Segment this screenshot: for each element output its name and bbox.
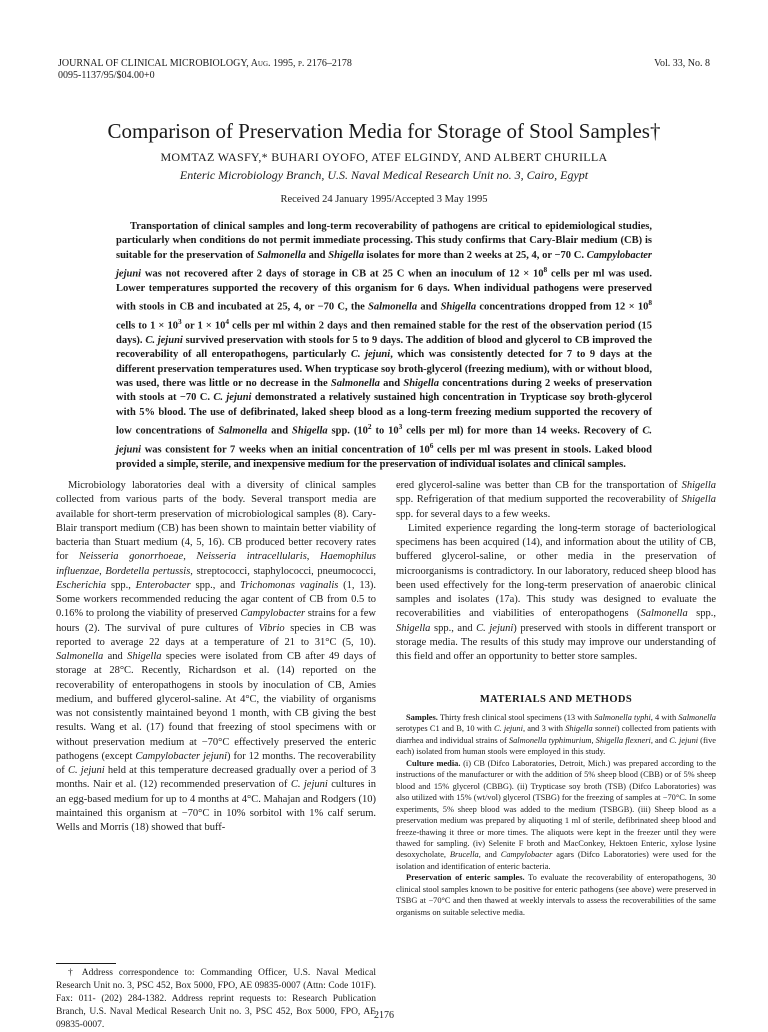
methods-culture-media: Culture media. (i) CB (Difco Laboratories, Detroit, Mich.) was prepared according to the instructions of the manufacturer or with the addition of 5% sheep blood (CBB) or of 5% sheep blood and 15% glycerol (CBBG). (ii) Trypticase soy broth (TSB) (Difco Laboratories) was also utilized with 15% (wt/vol) glycerol (TSBG) for the freezing of samples at −70°C. In some experiments, 5% sheep blood was added to the medium (TSBGB). (iii) Sheep blood as a preservation medium was prepared by aliquoting 1 ml of sterile, defibrinated sheep blood and freeze-thawing it three or more times. The aliquots were kept in the freezer until they were thawed for sampling. (iv) Selenite F broth and MacConkey, Hektoen Enteric, xylose lysine desoxycholate, Brucella, and Campylobacter agars (Difco Laboratories) were used for the isolation and identification of enteric bacteria. <box>396 758 716 871</box>
left-column <box>56 479 376 835</box>
article-title: Comparison of Preservation Media for Storage of Stool Samples† <box>107 119 661 143</box>
issn-line: 0095-1137/95/$04.00+0 <box>58 70 155 81</box>
right-column <box>396 479 716 664</box>
volume-issue: Vol. 33, No. 8 <box>654 58 710 69</box>
footnote-divider <box>56 963 116 964</box>
journal-citation: JOURNAL OF CLINICAL MICROBIOLOGY, Aug. 1995, p. 2176–2178 <box>58 58 352 69</box>
abstract: Transportation of clinical samples and long-term recoverability of pathogens are critical to epidemiological studies, particularly when conditions do not permit immediate processing. This study confirms that Cary-Blair medium (CB) is suitable for the preservation of Salmonella and Shigella isolates for more than 2 weeks at 25, 4, or −70 C. Campylobacter jejuni was not recovered after 2 days of storage in CB at 25 C when an inoculum of $12 \times 10^8$ cells per ml was used. Lower temperatures supported the recovery of this organism for 6 days. When individual pathogens were preserved with stools in CB and incubated at 25, 4, or −70 C, the Salmonella and Shigella concentrations dropped from $12 \times 10^8$ cells to $1 \times 10^3$ or $1 \times 10^4$ cells per ml within 2 days and then remained stable for the rest of the observation period (15 days). C. jejuni survived preservation with stools for 5 to 9 days. The addition of blood and glycerol to CB improved the recoverability of all enteropathogens, particularly C. jejuni, which was consistently detected for 7 to 9 days at the different preservation temperatures used. When trypticase soy broth-glycerol (freezing medium), with or without blood, was used, there was little or no decrease in the Salmonella and Shigella concentrations during 2 weeks of preservation with stools at −70 C. C. jejuni demonstrated a relatively sustained high concentration in Trypticase soy broth-glycerol with 5% blood. The use of defibrinated, laked sheep blood as a long-term freezing medium supported the recovery of low concentrations of Salmonella and Shigella spp. ($10^2$ to $10^3$ cells per ml) for more than 14 weeks. Recovery of C. jejuni was consistent for 7 weeks when an initial concentration of $10^6$ cells per ml was present in stools. Laked blood provided a simple, sterile, and inexpensive medium for the preservation of individual isolates and clinical samples. <box>116 221 652 470</box>
intro-paragraph-1: Microbiology laboratories deal with a diversity of clinical samples collected from various parts of the body. Several transport media are available for short-term preservation of microbiological samples (8). Cary-Blair transport medium (CB) has been shown to maintain better viability of bacteria than Stuart medium (4, 5, 16). CB produced better recovery rates for Neisseria gonorrhoeae, Neisseria intracellularis, Haemophilus influenzae, Bordetella pertussis, streptococci, staphylococci, pneumococci, Escherichia spp., Enterobacter spp., and Trichomonas vaginalis (1, 13). Some workers recommended reducing the agar content of CB from 0.5 to 0.16% to prolong the viability of preserved Campylobacter strains for a few hours (2). The survival of pure cultures of Vibrio species in CB was reported to average 22 days at a temperature of 21 to 31°C (5, 10). Salmonella and Shigella species were isolated from CB after 49 days of storage at 28°C. Recently, Richardson et al. (14) reported on the recoverability of enteropathogens in stools by inoculation of CB, Amies medium, and buffered glycerol-saline. At 4°C, the viability of organisms was not consistently maintained beyond 1 month, with CB giving the best results. Wang et al. (17) found that freezing of stool specimens with or without preservation medium at −70°C effectively preserved the enteric pathogens (except Campylobacter jejuni) for 12 months. The recoverability of C. jejuni held at this temperature decreased gradually over a period of 3 months. Nair et al. (12) recommended preservation of C. jejuni cultures in an egg-based medium for up to 4 months at 4°C. Mahajan and Rodgers (10) maintained this organism at −70°C in 10% sorbitol with 1% calf serum. Wells and Morris (18) showed that buff- <box>56 480 377 833</box>
journal-citation-block <box>58 58 352 82</box>
methods-section <box>396 712 716 918</box>
section-heading-methods: MATERIALS AND METHODS <box>479 694 633 705</box>
page-number: 2176 <box>374 1010 394 1021</box>
intro-paragraph-2: Limited experience regarding the long-term storage of bacteriological specimens has been acquired (14), and information about the utility of CB, buffered glycerol-saline, or other media in the preservation of microorganisms is contradictory. In our laboratory, reduced sheep blood has been used effectively for the long-term preservation of anaerobic clinical samples and isolates (17a). This study was designed to evaluate the recoverabilities and viabilities of enteropathogens (Salmonella spp., Shigella spp., and C. jejuni) preserved with stools in different transport or storage media. The results of this study may improve our understanding of this field and offer an opportunity to better store samples. <box>396 522 716 662</box>
affiliation: Enteric Microbiology Branch, U.S. Naval Medical Research Unit no. 3, Cairo, Egypt <box>179 168 589 182</box>
intro-paragraph-continued: ered glycerol-saline was better than CB for the transportation of Shigella spp. Refrigeration of that medium supported the recoverability of Shigella spp. for several days to a few weeks. <box>396 480 716 520</box>
methods-preservation: Preservation of enteric samples. To evaluate the recoverability of enteropathogens, 30 clinical stool samples known to be positive for enteric pathogens (see above) were preserved in TSBG at −70°C and then thawed at weekly intervals to assess the recoverabilities of the same organisms on suitable selective media. <box>396 873 716 917</box>
received-dates: Received 24 January 1995/Accepted 3 May 1995 <box>280 194 488 205</box>
methods-samples: Samples. Thirty fresh clinical stool specimens (13 with Salmonella typhi, 4 with Salmonella serotypes C1 and B, 10 with C. jejuni, and 3 with Shigella sonnei) collected from patients with diarrhea and individual strains of Salmonella typhimurium, Shigella flexneri, and C. jejuni (five each) isolated from human stools were employed in this study. <box>396 713 716 757</box>
abstract-divider <box>186 459 582 460</box>
author-list: MOMTAZ WASFY,* BUHARI OYOFO, ATEF ELGINDY, AND ALBERT CHURILLA <box>160 150 608 164</box>
footnote: † Address correspondence to: Commanding Officer, U.S. Naval Medical Research Unit no. 3, PSC 452, Box 5000, FPO, AE 09835-0007 (Attn: Code 101F). Fax: 011- (202) 284-1382. Address reprint requests to: Research Publication Branch, U.S. Naval Medical Research Unit no. 3, PSC 452, Box 5000, FPO, AE 09835-0007. <box>56 968 376 1030</box>
